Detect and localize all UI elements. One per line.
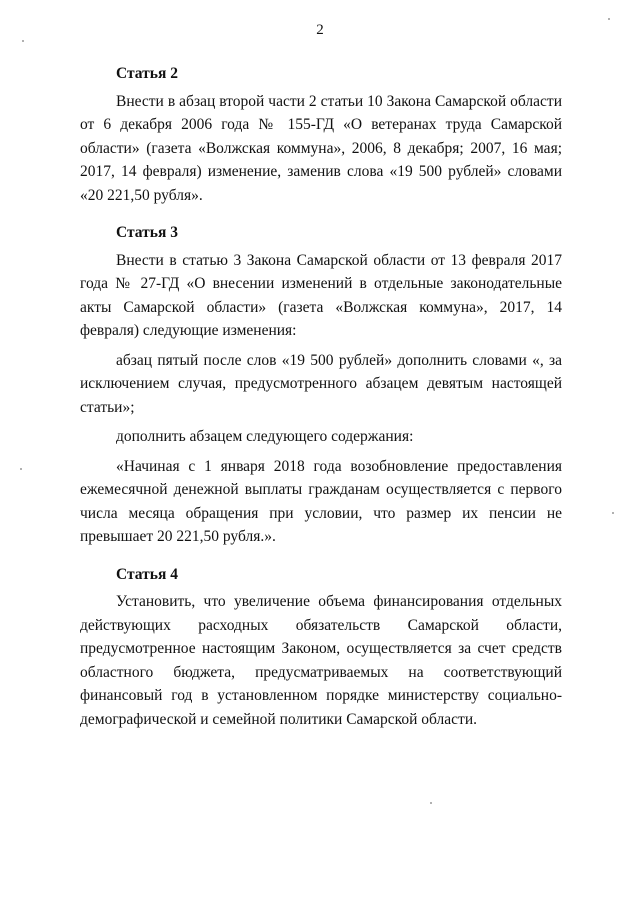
article-heading: Статья 3 (116, 224, 178, 241)
article-paragraph: Внести в статью 3 Закона Самарской области от 13 февраля 2017 года № 27-ГД «О внесении изменений в отдельные законодательные акты Самарской области» (газета «Волжская коммуна», 2017, 14 февраля) следующие изменения: (80, 251, 562, 339)
article-paragraph: Установить, что увеличение объема финансирования отдельных действующих расходных обязательств Самарской области, предусмотренное настоящим Законом, осуществляется за счет средств областного бюджета, предусматриваемых на соответствующий финансовый год в установленном порядке министерству социально-демографической и семейной политики Самарской области. (80, 593, 562, 728)
article-paragraph: «Начиная с 1 января 2018 года возобновление предоставления ежемесячной денежной выплаты гражданам осуществляется с первого числа месяца обращения при условии, что размер их пенсии не превышает 20 221,50 рубля.». (80, 457, 562, 545)
article-3 (80, 221, 562, 549)
article-heading: Статья 4 (116, 565, 178, 583)
document-body (80, 62, 562, 737)
article-paragraph: Внести в абзац второй части 2 статьи 10 Закона Самарской области от 6 декабря 2006 года № 155-ГД «О ветеранах труда Самарской области» (газета «Волжская коммуна», 2006, 8 декабря; 2007, 16 мая; 2017, 14 февраля) изменение, заменив слова «19 500 рублей» словами «20 221,50 рубля». (80, 92, 562, 204)
article-2 (80, 62, 562, 207)
scan-speck (430, 802, 432, 804)
scan-speck (608, 18, 610, 20)
scan-speck (612, 512, 614, 514)
article-4 (80, 563, 562, 732)
article-heading: Статья 2 (116, 65, 178, 82)
page-number: 2 (316, 22, 324, 38)
scan-speck (22, 40, 24, 42)
scan-speck (20, 468, 22, 470)
article-paragraph: абзац пятый после слов «19 500 рублей» дополнить словами «, за исключением случая, предусмотренного абзацем девятым настоящей статьи»; (80, 351, 562, 416)
article-paragraph: дополнить абзацем следующего содержания: (116, 428, 414, 445)
